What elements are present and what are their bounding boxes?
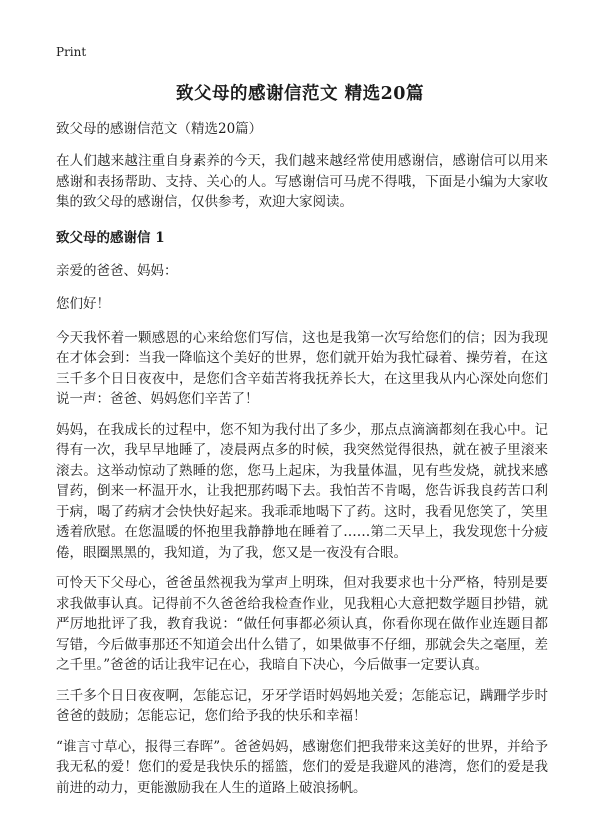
print-link[interactable]: Print <box>56 45 87 59</box>
letter-greeting: 亲爱的爸爸、妈妈： <box>56 262 178 279</box>
article-body <box>56 120 548 808</box>
letter-paragraph: 可怜天下父母心，爸爸虽然视我为掌声上明珠，但对我要求也十分严格，特别是要求我做事认真。记得前不久爸爸给我检查作业，见我粗心大意把数学题目抄错，就严厉地批评了我，教育我说：“做任何事都必须认真，你看你现在做作业连题目都写错，今后做事那还不知道会出什么错了，如果做事不仔细，那就会失之毫厘，差之千里。”爸爸的话让我牢记在心，我暗自下决心，今后做事一定要认真。 <box>56 575 548 673</box>
section-heading: 致父母的感谢信 1 <box>56 229 165 246</box>
page-title: 致父母的感谢信范文 精选20篇 <box>176 84 424 104</box>
article-subtitle: 致父母的感谢信范文（精选20篇） <box>56 121 263 137</box>
letter-paragraph: 今天我怀着一颗感恩的心来给您们写信，这也是我第一次写给您们的信；因为我现在才体会到：当我一降临这个美好的世界，您们就开始为我忙碌着、操劳着，在这三千多个日日夜夜中，是您们含辛茹苦将我抚养长大，在这里我从内心深处向您们说一声：爸爸、妈妈您们辛苦了！ <box>56 329 548 407</box>
letter-hello: 您们好！ <box>56 295 110 312</box>
letter-paragraph: 妈妈，在我成长的过程中，您不知为我付出了多少，那点点滴滴都刻在我心中。记得有一次，我早早地睡了，凌晨两点多的时候，我突然觉得很热，就在被子里滚来滚去。这举动惊动了熟睡的您，您马上起床，为我量体温，见有些发烧，就找来感冒药，倒来一杯温开水，让我把那药喝下去。我怕苦不肯喝，您告诉我良药苦口利于病，喝了药病才会快快好起来。我乖乖地喝下了药。这时，我看见您笑了，笑里透着欣慰。在您温暖的怀抱里我静静地在睡着了……第二天早上，我发现您十分疲倦，眼圈黑黑的，我知道，为了我，您又是一夜没有合眼。 <box>56 421 548 561</box>
letter-paragraph: “谁言寸草心，报得三春晖”。爸爸妈妈，感谢您们把我带来这美好的世界，并给予我无私的爱！您们的爱是我快乐的摇篮，您们的爱是我避风的港湾，您们的爱是我前进的动力，更能激励我在人生的道路上破浪扬帆。 <box>56 738 548 796</box>
intro-paragraph: 在人们越来越注重自身素养的今天，我们越来越经常使用感谢信，感谢信可以用来感谢和表扬帮助、支持、关心的人。写感谢信可马虎不得哦，下面是小编为大家收集的致父母的感谢信，仅供参考，欢迎大家阅读。 <box>56 153 548 210</box>
letter-paragraph: 三千多个日日夜夜啊，怎能忘记，牙牙学语时妈妈地关爱；怎能忘记，蹒跚学步时爸爸的鼓励；怎能忘记，您们给予我的快乐和幸福！ <box>56 687 548 724</box>
